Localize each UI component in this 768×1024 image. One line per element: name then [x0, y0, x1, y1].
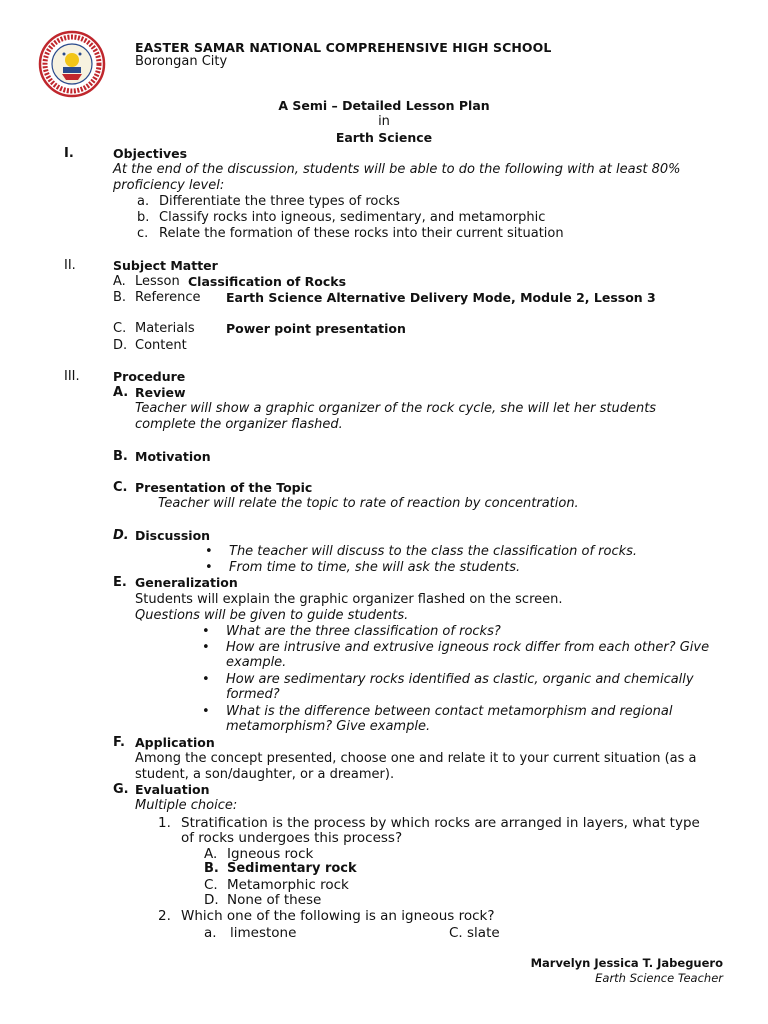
q1-option-d: None of these	[227, 892, 322, 908]
q1-option-c: Metamorphic rock	[227, 877, 349, 893]
generalization-question-4: • What is the difference between contact metamorphism and regional	[226, 704, 672, 720]
review-text-1: Teacher will show a graphic organizer of the rock cycle, she will let her students	[135, 401, 657, 416]
q1-option-d-marker: D.	[204, 892, 219, 908]
discussion-bullet-1: • The teacher will discuss to the class the classification of rocks.	[229, 544, 637, 560]
teacher-name: Marvelyn Jessica T. Jabeguero	[530, 956, 723, 970]
generalization-question-2-cont: example.	[226, 655, 287, 670]
application-heading: Application	[135, 735, 215, 750]
evaluation-type: Multiple choice:	[135, 798, 238, 813]
section-num-2: II.	[64, 258, 76, 273]
presentation-marker: C.	[113, 480, 128, 495]
generalization-marker: E.	[113, 575, 127, 590]
subject-marker-b: B.	[113, 290, 127, 305]
evaluation-q1-number: 1.	[158, 815, 171, 831]
presentation-heading: Presentation of the Topic	[135, 480, 313, 495]
plan-subject: Earth Science	[335, 130, 433, 145]
section-num-3: III.	[64, 369, 80, 384]
objectives-intro-1: At the end of the discussion, students will be able to do the following with at least 80%	[113, 162, 681, 177]
q1-option-a: Igneous rock	[227, 846, 314, 862]
presentation-text: Teacher will relate the topic to rate of reaction by concentration.	[158, 496, 579, 511]
objective-marker-c: c.	[137, 226, 149, 241]
objective-b: Classify rocks into igneous, sedimentary, and metamorphic	[159, 210, 546, 225]
section-num-1: I.	[64, 146, 74, 161]
q1-option-a-marker: A.	[204, 846, 218, 862]
generalization-question-4-cont: metamorphism? Give example.	[226, 719, 431, 734]
subject-content-label: Content	[135, 338, 187, 353]
subject-marker-a: A.	[113, 274, 126, 289]
subject-lesson-label: Lesson	[135, 274, 180, 289]
generalization-question-3-cont: formed?	[226, 687, 280, 702]
review-text-2: complete the organizer flashed.	[135, 417, 343, 432]
subject-marker-d: D.	[113, 338, 128, 353]
q2-option-a: limestone	[230, 925, 297, 941]
objective-marker-b: b.	[137, 210, 150, 225]
q2-option-c: C. slate	[449, 925, 500, 941]
generalization-heading: Generalization	[135, 575, 238, 590]
subject-materials-value: Power point presentation	[226, 321, 406, 336]
objectives-intro-2: proficiency level:	[113, 178, 225, 193]
q1-option-c-marker: C.	[204, 877, 218, 893]
objective-c: Relate the formation of these rocks into their current situation	[159, 226, 564, 241]
school-name: EASTER SAMAR NATIONAL COMPREHENSIVE HIGH SCHOOL	[135, 40, 552, 55]
q1-option-b-answer: Sedimentary rock	[227, 861, 357, 876]
review-heading: Review	[135, 385, 186, 400]
teacher-role: Earth Science Teacher	[595, 971, 723, 985]
application-text-1: Among the concept presented, choose one and relate it to your current situation (as a	[135, 751, 697, 766]
objectives-heading: Objectives	[113, 146, 188, 161]
evaluation-q2-number: 2.	[158, 908, 171, 924]
generalization-text-1: Students will explain the graphic organizer flashed on the screen.	[135, 592, 563, 607]
review-marker: A.	[113, 385, 129, 400]
q2-option-a-marker: a.	[204, 925, 217, 941]
subject-reference-label: Reference	[135, 290, 201, 305]
motivation-heading: Motivation	[135, 449, 211, 464]
application-marker: F.	[113, 735, 125, 750]
subject-heading: Subject Matter	[113, 258, 218, 273]
generalization-question-3: • How are sedimentary rocks identified as clastic, organic and chemically	[226, 672, 694, 688]
application-text-2: student, a son/daughter, or a dreamer).	[135, 767, 395, 782]
subject-materials-label: Materials	[135, 321, 195, 336]
generalization-question-2: • How are intrusive and extrusive igneous rock differ from each other? Give	[226, 640, 709, 656]
discussion-heading: Discussion	[135, 528, 211, 543]
evaluation-q1-text: Stratification is the process by which rocks are arranged in layers, what type	[181, 815, 700, 831]
subject-lesson-value: Classification of Rocks	[188, 274, 347, 289]
subject-reference-value: Earth Science Alternative Delivery Mode, Module 2, Lesson 3	[226, 290, 656, 305]
evaluation-q1-text-cont: of rocks undergoes this process?	[181, 830, 403, 846]
generalization-text-2: Questions will be given to guide students.	[135, 608, 409, 623]
school-seal-logo	[38, 30, 106, 98]
discussion-bullet-2: • From time to time, she will ask the students.	[229, 560, 520, 576]
generalization-question-1: • What are the three classification of rocks?	[226, 624, 501, 640]
subject-marker-c: C.	[113, 321, 127, 336]
q1-option-b-marker: B.	[204, 861, 219, 876]
objective-a: Differentiate the three types of rocks	[159, 194, 400, 209]
school-city: Borongan City	[135, 54, 228, 69]
procedure-heading: Procedure	[113, 369, 186, 384]
evaluation-marker: G.	[113, 782, 129, 797]
plan-title-in: in	[378, 114, 390, 129]
discussion-marker: D.	[113, 528, 129, 543]
evaluation-heading: Evaluation	[135, 782, 210, 797]
objective-marker-a: a.	[137, 194, 150, 209]
plan-title: A Semi – Detailed Lesson Plan	[278, 98, 490, 113]
motivation-marker: B.	[113, 449, 128, 464]
evaluation-q2-text: Which one of the following is an igneous rock?	[181, 908, 495, 924]
